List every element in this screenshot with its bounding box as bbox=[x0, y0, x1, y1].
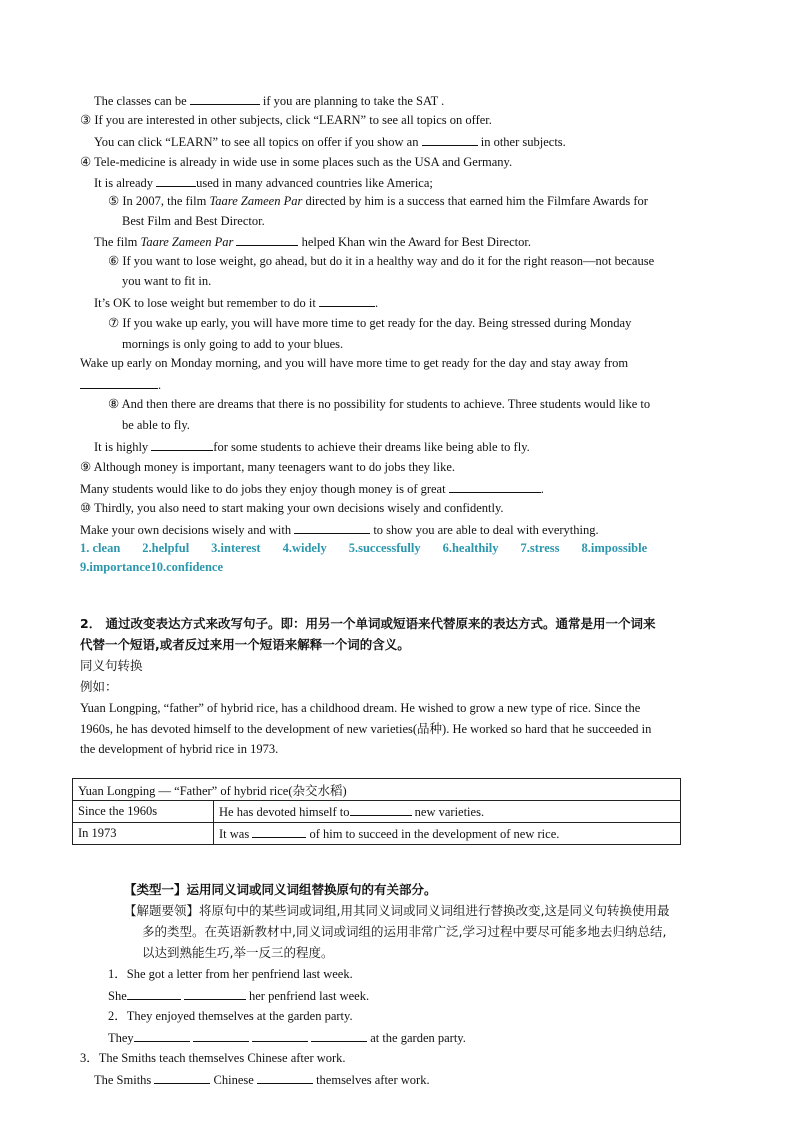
exercise-text: ⑧ And then there are dreams that there is no possibility for students to achieve. Three students would like to bbox=[108, 397, 651, 411]
answer-key-line-2: 9.importance10.confidence bbox=[80, 560, 224, 574]
exercise-line bbox=[80, 376, 161, 393]
tip-line-1: 【解题要领】将原句中的某些词或词组,用其同义词或同义词组进行替换改变,这是同义句转换使用最 bbox=[124, 903, 670, 918]
exercise-text: ⑩ Thirdly, you also need to start making your own decisions wisely and confidently. bbox=[80, 501, 504, 515]
question-1-answer-line bbox=[108, 987, 369, 1004]
answer-blank[interactable] bbox=[127, 987, 181, 1000]
exercise-text: Best Film and Best Director. bbox=[122, 214, 265, 228]
answer-blank[interactable] bbox=[184, 987, 246, 1000]
answer-key-item: 3.interest bbox=[211, 541, 261, 555]
exercise-line bbox=[80, 112, 492, 128]
answer-key-item: 6.healthily bbox=[442, 541, 499, 555]
exercise-text: ④ Tele-medicine is already in wide use in some places such as the USA and Germany. bbox=[80, 155, 513, 169]
exercise-line bbox=[108, 315, 631, 331]
answer-blank[interactable] bbox=[190, 92, 260, 105]
exercise-text: ⑦ If you wake up early, you will have more time to get ready for the day. Being stressed during Monday bbox=[108, 316, 632, 330]
answer-text: at the garden party. bbox=[367, 1031, 466, 1045]
answer-blank[interactable] bbox=[134, 1029, 190, 1042]
question-2: 2．They enjoyed themselves at the garden party. bbox=[108, 1009, 353, 1023]
example-passage-line-2: 1960s, he has devoted himself to the development of new varieties(品种). He worked so hard that he succeeded in bbox=[80, 722, 652, 736]
exercise-line bbox=[108, 253, 654, 269]
exercise-text: mornings is only going to add to your blues. bbox=[122, 337, 344, 351]
answer-blank[interactable] bbox=[311, 1029, 367, 1042]
answer-key-item: 8.impossible bbox=[581, 541, 648, 555]
question-3: 3．The Smiths teach themselves Chinese after work. bbox=[80, 1051, 346, 1065]
answer-blank[interactable] bbox=[294, 521, 370, 534]
exercise-line bbox=[122, 213, 265, 229]
table-row bbox=[73, 801, 681, 823]
answer-blank[interactable] bbox=[151, 438, 213, 451]
exercise-line bbox=[94, 233, 531, 250]
example-label: 例如： bbox=[80, 679, 118, 694]
answer-blank[interactable] bbox=[319, 294, 375, 307]
exercise-text: you want to fit in. bbox=[122, 274, 212, 288]
table-cell-text: He has devoted himself to bbox=[219, 805, 350, 819]
table-cell-text: of him to succeed in the development of new rice. bbox=[306, 827, 560, 841]
tip-line-3: 以达到熟能生巧,举一反三的程度。 bbox=[142, 945, 334, 960]
exercise-text: Wake up early on Monday morning, and you will have more time to get ready for the day and stay away from bbox=[80, 356, 629, 370]
answer-text: They bbox=[108, 1031, 134, 1045]
exercise-text: to show you are able to deal with everything. bbox=[370, 523, 599, 537]
question-1: 1．She got a letter from her penfriend last week. bbox=[108, 967, 353, 981]
table-cell-text: It was bbox=[219, 827, 253, 841]
exercise-line bbox=[122, 273, 211, 289]
table-cell-left: In 1973 bbox=[73, 823, 214, 845]
answer-blank[interactable] bbox=[156, 174, 196, 187]
table-cell-text: new varieties. bbox=[411, 805, 485, 819]
answer-blank[interactable] bbox=[252, 825, 306, 838]
answer-text: themselves after work. bbox=[312, 1073, 430, 1087]
answer-blank[interactable] bbox=[236, 233, 298, 246]
example-table bbox=[72, 778, 681, 845]
exercise-text: It is already bbox=[94, 176, 157, 190]
answer-blank[interactable] bbox=[80, 376, 158, 389]
answer-key-line-1 bbox=[80, 541, 669, 556]
exercise-text: ⑥ If you want to lose weight, go ahead, but do it in a healthy way and do it for the right reason—not because bbox=[108, 254, 655, 268]
example-passage-line-1: Yuan Longping, “father” of hybrid rice, has a childhood dream. He wished to grow a new type of rice. Since the bbox=[80, 701, 641, 715]
answer-key-item: 2.helpful bbox=[142, 541, 190, 555]
answer-blank[interactable] bbox=[449, 480, 541, 493]
exercise-text: . bbox=[158, 378, 162, 392]
table-title: Yuan Longping — “Father” of hybrid rice(杂交水稻) bbox=[73, 779, 681, 801]
exercise-line bbox=[94, 92, 444, 109]
example-passage-line-3: the development of hybrid rice in 1973. bbox=[80, 742, 279, 756]
exercise-text: for some students to achieve their dreams like being able to fly. bbox=[213, 440, 530, 454]
exercise-line bbox=[94, 438, 530, 455]
table-cell-right bbox=[214, 801, 681, 823]
answer-text: Chinese bbox=[210, 1073, 257, 1087]
answer-key-item: 4.widely bbox=[282, 541, 327, 555]
exercise-text: ⑤ In 2007, the film Taare Zameen Par directed by him is a success that earned him the Filmfare Awards for bbox=[108, 194, 648, 208]
exercise-text: if you are planning to take the SAT . bbox=[259, 94, 445, 108]
answer-text: She bbox=[108, 989, 127, 1003]
question-3-answer-line bbox=[94, 1071, 430, 1088]
table-row bbox=[73, 823, 681, 845]
exercise-text: The classes can be bbox=[94, 94, 190, 108]
answer-blank[interactable] bbox=[193, 1029, 249, 1042]
exercise-text: Make your own decisions wisely and with bbox=[80, 523, 295, 537]
exercise-text: ③ If you are interested in other subjects, click “LEARN” to see all topics on offer. bbox=[80, 113, 492, 127]
exercise-line bbox=[94, 174, 433, 191]
answer-blank[interactable] bbox=[154, 1071, 210, 1084]
exercise-text: helped Khan win the Award for Best Director. bbox=[298, 235, 531, 249]
exercise-line bbox=[94, 294, 378, 311]
section-2-heading-line-2: 代替一个短语,或者反过来用一个短语来解释一个词的含义。 bbox=[80, 637, 410, 652]
exercise-line bbox=[80, 500, 504, 516]
exercise-line bbox=[122, 336, 343, 352]
question-2-answer-line bbox=[108, 1029, 466, 1046]
section-2-subheading: 同义句转换 bbox=[80, 658, 143, 673]
exercise-line bbox=[94, 133, 566, 150]
exercise-text: You can click “LEARN” to see all topics on offer if you show an bbox=[94, 135, 422, 149]
exercise-line bbox=[80, 459, 455, 475]
exercise-text: It’s OK to lose weight but remember to do it bbox=[94, 296, 319, 310]
answer-text: her penfriend last week. bbox=[245, 989, 370, 1003]
exercise-text: . bbox=[374, 296, 379, 310]
section-2-heading-line-1: 2． 通过改变表达方式来改写句子。即：用另一个单词或短语来代替原来的表达方式。通常是用一个词来 bbox=[80, 616, 656, 631]
exercise-line bbox=[80, 480, 544, 497]
exercise-line bbox=[108, 396, 650, 412]
exercise-text: Many students would like to do jobs they enjoy though money is of great bbox=[80, 482, 449, 496]
answer-blank[interactable] bbox=[350, 803, 412, 816]
table-cell-left: Since the 1960s bbox=[73, 801, 214, 823]
exercise-text: used in many advanced countries like America; bbox=[196, 176, 433, 190]
answer-blank[interactable] bbox=[257, 1071, 313, 1084]
answer-key-item: 7.stress bbox=[520, 541, 560, 555]
answer-blank[interactable] bbox=[422, 133, 478, 146]
exercise-line bbox=[80, 521, 599, 538]
answer-key-item: 1. clean bbox=[80, 541, 121, 555]
answer-key-item: 5.successfully bbox=[348, 541, 421, 555]
exercise-line bbox=[80, 355, 628, 371]
exercise-text: . bbox=[540, 482, 544, 496]
exercise-text: The film Taare Zameen Par bbox=[94, 235, 234, 249]
exercise-line bbox=[108, 193, 648, 209]
exercise-text: in other subjects. bbox=[477, 135, 566, 149]
answer-blank[interactable] bbox=[252, 1029, 308, 1042]
exercise-text: be able to fly. bbox=[122, 418, 190, 432]
answer-text: The Smiths bbox=[94, 1073, 155, 1087]
exercise-line bbox=[80, 154, 512, 170]
table-cell-right bbox=[214, 823, 681, 845]
exercise-line bbox=[122, 417, 190, 433]
type-1-heading: 【类型一】运用同义词或同义词组替换原句的有关部分。 bbox=[124, 882, 437, 897]
exercise-text: It is highly bbox=[94, 440, 152, 454]
exercise-text: ⑨ Although money is important, many teenagers want to do jobs they like. bbox=[80, 460, 456, 474]
tip-line-2: 多的类型。在英语新教材中,同义词或词组的运用非常广泛,学习过程中要尽可能多地去归纳总结, bbox=[142, 924, 667, 939]
